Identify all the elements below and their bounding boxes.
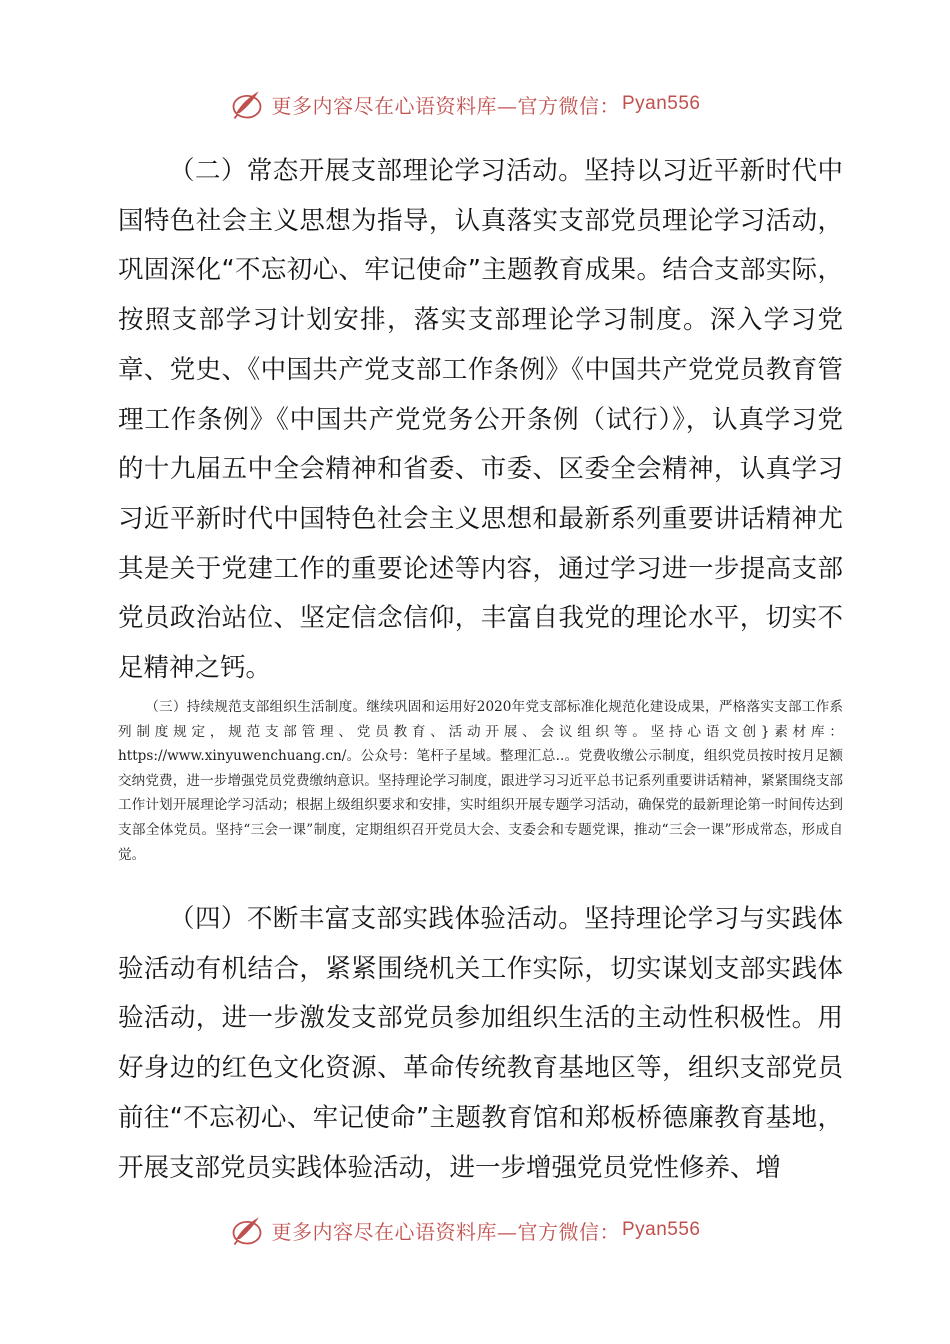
footer-watermark [0,1208,950,1252]
header-watermark [0,82,950,126]
section-2-paragraph: （二）常态开展支部理论学习活动。坚持以习近平新时代中国特色社会主义思想为指导，认真落实支部党员理论学习活动，巩固深化“不忘初心、牢记使命”主题教育成果。结合支部实际，按照支部学习计划安排，落实支部理论学习制度。深入学习党章、党史、《中国共产党支部工作条例》《中国共产党党员教育管理工作条例》《中国共产党党务公开条例（试行）》，认真学习党的十九届五中全会精神和省委、市委、区委全会精神，认真学习习近平新时代中国特色社会主义思想和最新系列重要讲话精神尤其是关于党建工作的重要论述等内容，通过学习进一步提高支部党员政治站位、坚定信念信仰，丰富自我党的理论水平，切实不足精神之钙。 [118,156,843,684]
quill-pen-logo-icon [229,86,265,122]
watermark-text: 更多内容尽在心语资料库—官方微信： [271,1219,620,1244]
watermark-wechat-id: Pyan556 [621,1219,701,1240]
quill-pen-logo-icon [229,1212,265,1248]
section-4-paragraph: （四）不断丰富支部实践体验活动。坚持理论学习与实践体验活动有机结合，紧紧围绕机关工作实际，切实谋划支部实践体验活动，进一步激发支部党员参加组织生活的主动性积极性。用好身边的红色文化资源、革命传统教育基地区等，组织支部党员前往“不忘初心、牢记使命”主题教育馆和郑板桥德廉教育基地，开展支部党员实践体验活动，进一步增强党员党性修养、增 [118,904,843,1183]
watermark-text: 更多内容尽在心语资料库—官方微信： [271,93,620,118]
watermark-wechat-id: Pyan556 [621,93,701,114]
section-3-paragraph: （三）持续规范支部组织生活制度。继续巩固和运用好2020年党支部标准化规范化建设成果，严格落实支部工作系列制度规定，规范支部管理、党员教育、活动开展、会议组织等。坚持心语文创}素材库：https://www.xinyuwenchuang.cn/。公众号：笔杆子星域。整理汇总..。党费收缴公示制度，组织党员按时按月足额交纳党费，进一步增强党员党费缴纳意识。坚持理论学习制度，跟进学习习近平总书记系列重要讲话精神，紧紧围绕支部工作计划开展理论学习活动；根据上级组织要求和安排，实时组织开展专题学习活动，确保党的最新理论第一时间传达到支部全体党员。坚持“三会一课”制度，定期组织召开党员大会、支委会和专题党课，推动“三会一课”形成常态，形成自觉。 [118,699,843,863]
